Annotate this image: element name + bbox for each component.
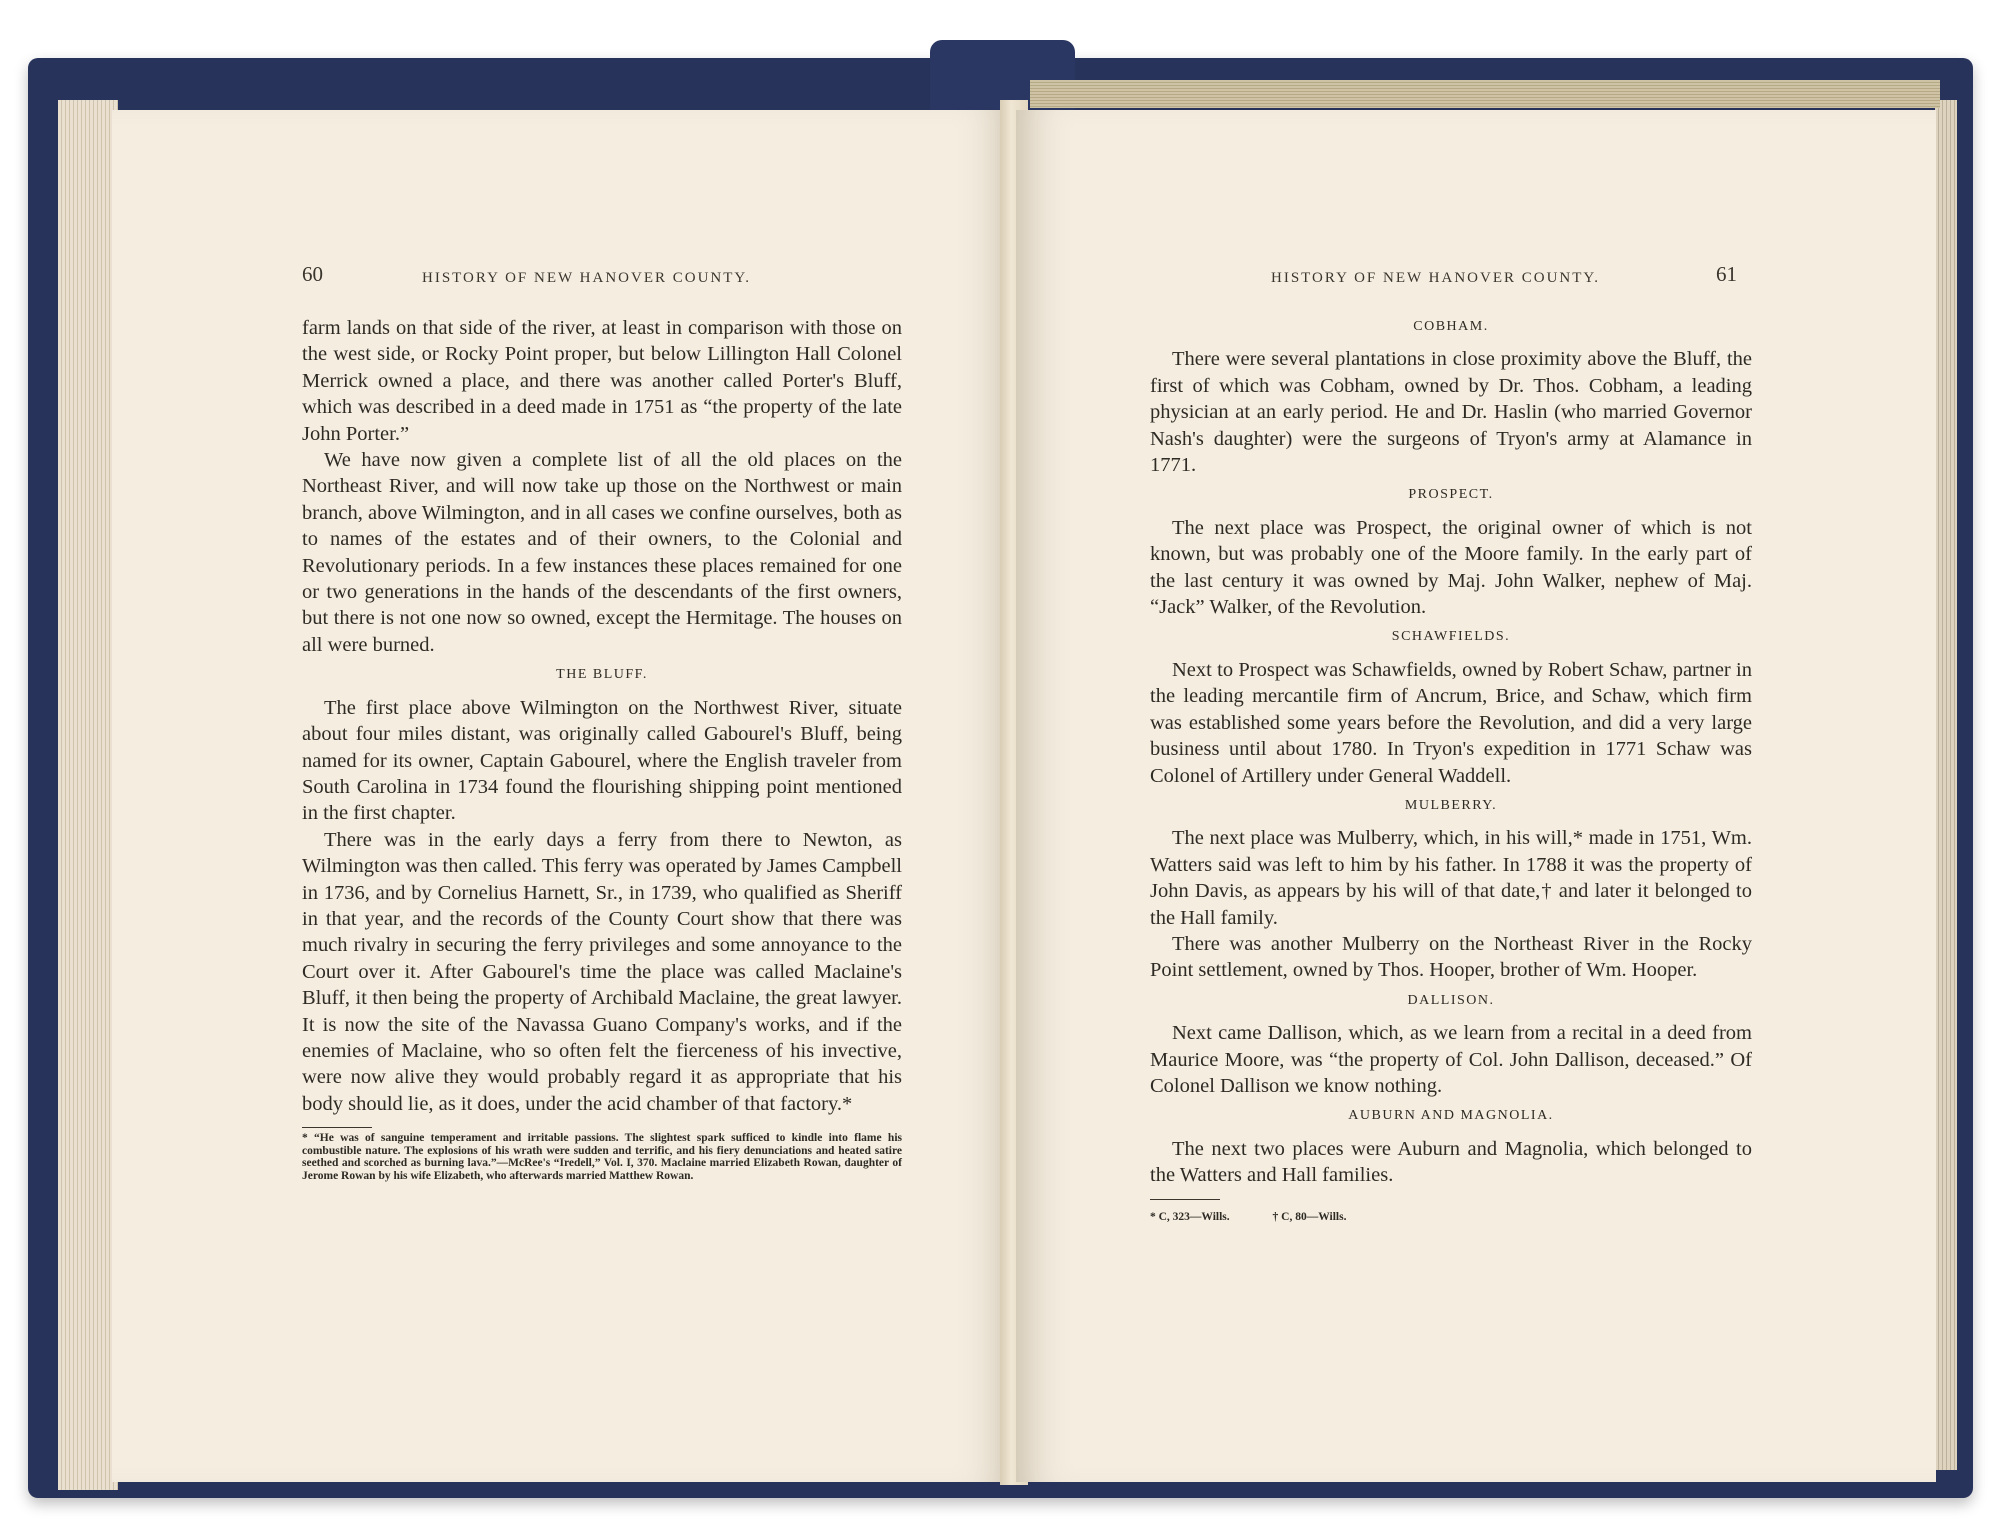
paragraph: farm lands on that side of the river, at least in comparison with those on the west side, or Rocky Point proper, but below Lillington Hall Colonel Merrick owned a place, and there was another called Porter's Bluff, which was described in a deed made in 1751 as “the property of the late John Porter.” — [302, 317, 902, 445]
paragraph: The next place was Prospect, the original owner of which is not known, but was probably one of the Moore family. In the early part of the last century it was owned by Maj. John Walker, nephew of Maj. “Jack” Walker, of the Revolution. — [1150, 516, 1752, 619]
paragraph: There was another Mulberry on the Northeast River in the Rocky Point settlement, owned by Thos. Hooper, brother of Wm. Hooper. — [1150, 932, 1752, 982]
paragraph: The first place above Wilmington on the Northwest River, situate about four miles distant, was originally called Gabourel's Bluff, being named for its owner, Captain Gabourel, where the English traveler from South Carolina in 1734 found the flourishing shipping point mentioned in the first chapter. — [302, 696, 902, 825]
right-page-number: 61 — [1716, 262, 1737, 286]
section-heading: DALLISON. — [1407, 992, 1495, 1008]
section-heading: AUBURN AND MAGNOLIA. — [1348, 1108, 1554, 1124]
footnote: * C, 323—Wills. — [1150, 1210, 1230, 1223]
footnotes — [1150, 1204, 1752, 1230]
paragraph: The next two places were Auburn and Magnolia, which belonged to the Watters and Hall families. — [1150, 1137, 1752, 1187]
left-page-number: 60 — [302, 262, 323, 286]
section-heading: COBHAM. — [1413, 319, 1489, 334]
paragraph: There were several plantations in close proximity above the Bluff, the first of which was Cobham, owned by Dr. Thos. Cobham, a leading physician at an early period. He and Dr. Haslin (who married Governor Nash's daughter) were the surgeons of Tryon's army at Alamance in 1771. — [1150, 348, 1752, 477]
paragraph: The next place was Mulberry, which, in his will,* made in 1751, Wm. Watters said was left to him by his father. In 1788 it was the property of John Davis, as appears by his will of that date,† and later it belonged to the Hall family. — [1150, 827, 1752, 929]
right-page — [1016, 110, 1936, 1482]
left-text-block — [302, 315, 902, 1182]
section-heading: THE BLUFF. — [556, 667, 648, 683]
top-page-edges — [1030, 80, 1940, 108]
footnote-rule — [1150, 1199, 1220, 1200]
section-heading: PROSPECT. — [1408, 487, 1494, 503]
section-heading: SCHAWFIELDS. — [1391, 629, 1511, 645]
section-heading: MULBERRY. — [1404, 797, 1498, 813]
right-running-head: HISTORY OF NEW HANOVER COUNTY. — [1271, 270, 1601, 286]
paragraph: We have now given a complete list of all the old places on the Northeast River, and will now take up those on the Northwest or main branch, above Wilmington, and in all cases we confine ourselves, both as to names of the estates and of their owners, to the Colonial and Revolutionary periods. In a few instances these places remained for one or two generations in the hands of the descendants of the first owners, but there is not one now so owned, except the Hermitage. The houses on all were burned. — [302, 449, 902, 656]
footnote: † C, 80—Wills. — [1272, 1210, 1347, 1223]
footnote: * “He was of sanguine temperament and irritable passions. The slightest spark sufficed to kindle into flame his combustible nature. The explosions of his wrath were sudden and terrific, and his fiery denunciations and heated satire seethed and scorched as burning lava.”—McRee's “Iredell,” Vol. I, 370. Maclaine married Elizabeth Rowan, daughter of Jerome Rowan by his wife Elizabeth, who afterwards married Matthew Rowan. — [302, 1132, 902, 1182]
left-page-edges — [58, 100, 118, 1490]
left-running-head: HISTORY OF NEW HANOVER COUNTY. — [422, 270, 752, 286]
left-page — [112, 110, 1012, 1482]
right-text-block — [1150, 310, 1752, 1230]
paragraph: Next came Dallison, which, as we learn from a recital in a deed from Maurice Moore, was “the property of Col. John Dallison, deceased.” Of Colonel Dallison we know nothing. — [1150, 1022, 1752, 1097]
paragraph: There was in the early days a ferry from there to Newton, as Wilmington was then called. This ferry was operated by James Campbell in 1736, and by Cornelius Harnett, Sr., in 1739, who qualified as Sheriff in that year, and the records of the County Court show that there was much rivalry in securing the ferry privileges and some annoyance to the Court over it. After Gabourel's time the place was called Maclaine's Bluff, it then being the property of Archibald Maclaine, the great lawyer. It is now the site of the Navassa Guano Company's works, and if the enemies of Maclaine, who so often felt the fierceness of his invective, were now alive they would probably regard it as appropriate that his body should lie, as it does, under the acid chamber of that factory.* — [302, 828, 902, 1115]
footnote-rule — [302, 1127, 372, 1128]
paragraph: Next to Prospect was Schawfields, owned by Robert Schaw, partner in the leading mercantile firm of Ancrum, Brice, and Schaw, which firm was established some years before the Revolution, and did a very large business until about 1780. In Tryon's expedition in 1771 Schaw was Colonel of Artillery under General Waddell. — [1150, 658, 1752, 787]
right-page-edges — [1935, 100, 1957, 1470]
